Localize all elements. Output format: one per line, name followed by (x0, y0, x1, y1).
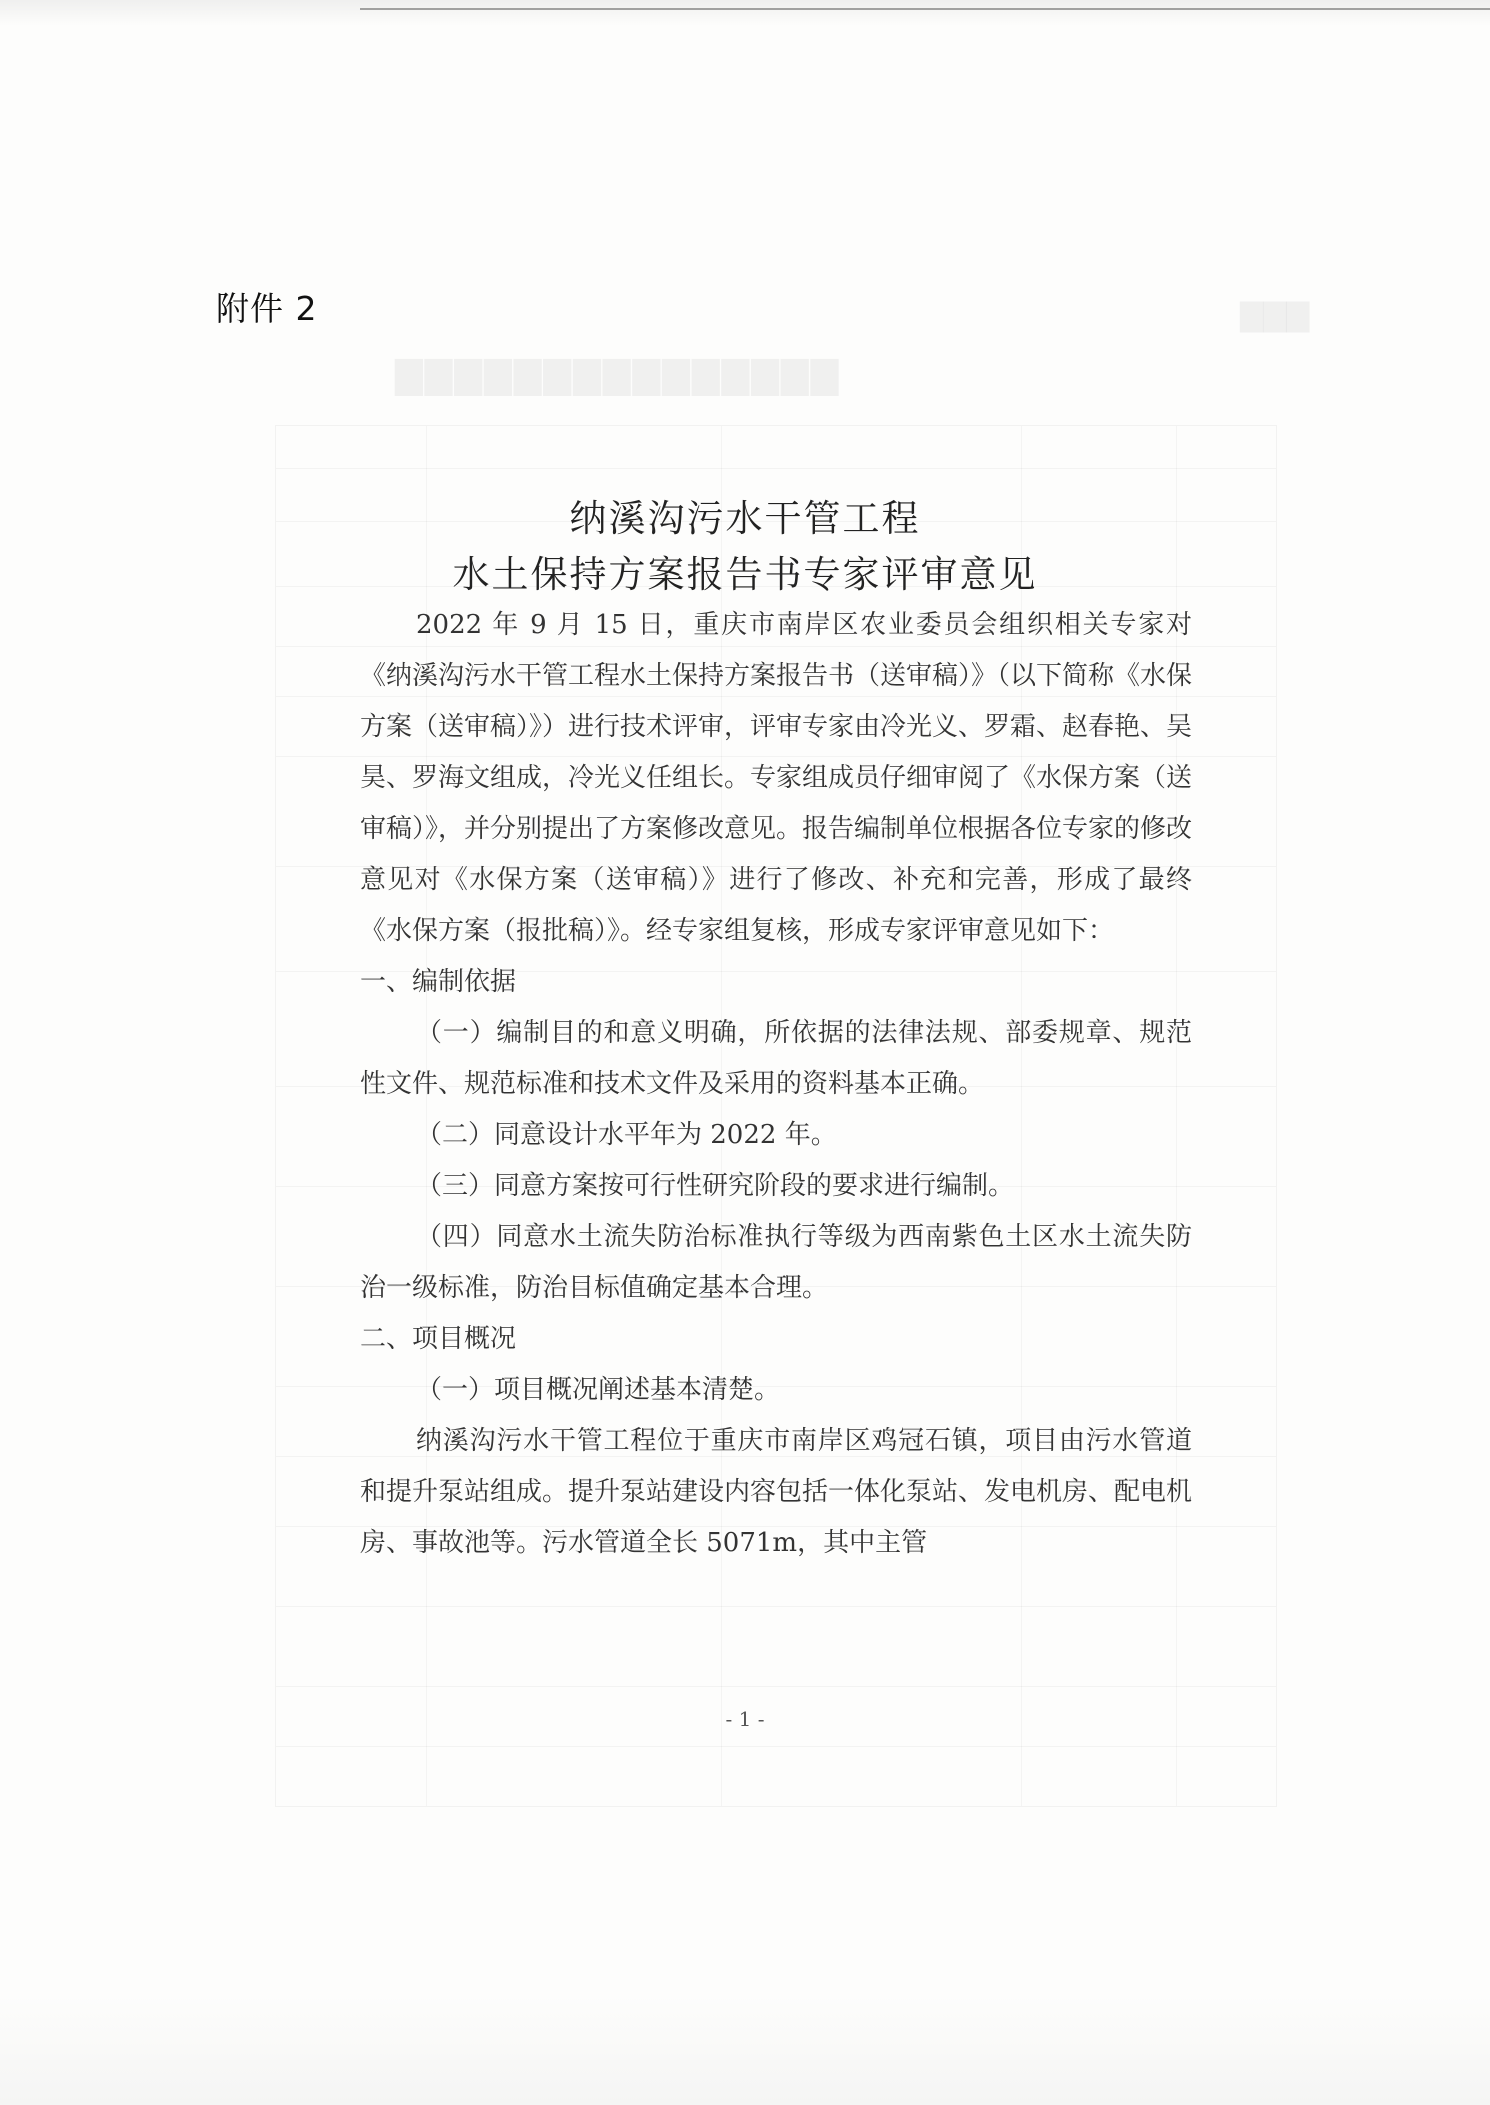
attachment-label: 附件 2 (216, 289, 318, 328)
document-body (360, 600, 1192, 1569)
basis-item-1: （一）编制目的和意义明确，所依据的法律法规、部委规章、规范性文件、规范标准和技术文件及采用的资料基本正确。 (360, 1018, 1192, 1099)
bleed-through-title: ▇▇▇▇▇▇▇▇▇▇▇▇▇▇▇ (395, 355, 841, 396)
bleed-through-attachment: ▇▇▇ (1240, 298, 1310, 333)
document-title-line-1: 纳溪沟污水干管工程 (569, 497, 921, 540)
basis-item-3: （三）同意方案按可行性研究阶段的要求进行编制。 (416, 1171, 1015, 1201)
scan-artifact-top (0, 0, 1490, 26)
scan-artifact-line (360, 8, 1490, 10)
basis-item-4: （四）同意水土流失防治标准执行等级为西南紫色土区水土流失防治一级标准，防治目标值确定基本合理。 (360, 1222, 1192, 1303)
section-heading-basis: 一、编制依据 (360, 967, 517, 997)
section-heading-overview: 二、项目概况 (360, 1324, 517, 1354)
document-title-line-2: 水土保持方案报告书专家评审意见 (452, 553, 1038, 596)
overview-item-1: （一）项目概况阐述基本清楚。 (416, 1375, 781, 1405)
scan-artifact-bottom (0, 1995, 1490, 2105)
intro-paragraph: 2022 年 9 月 15 日，重庆市南岸区农业委员会组织相关专家对《纳溪沟污水干管工程水土保持方案报告书（送审稿）》（以下简称《水保方案（送审稿）》）进行技术评审，评审专家由冷光义、罗霜、赵春艳、吴昊、罗海文组成，冷光义任组长。专家组成员仔细审阅了《水保方案（送审稿）》，并分别提出了方案修改意见。报告编制单位根据各位专家的修改意见对《水保方案（送审稿）》进行了修改、补充和完善，形成了最终《水保方案（报批稿）》。经专家组复核，形成专家评审意见如下： (360, 610, 1193, 946)
overview-paragraph: 纳溪沟污水干管工程位于重庆市南岸区鸡冠石镇，项目由污水管道和提升泵站组成。提升泵站建设内容包括一体化泵站、发电机房、配电机房、事故池等。污水管道全长 5071m，其中主管 (360, 1426, 1193, 1558)
basis-item-2: （二）同意设计水平年为 2022 年。 (416, 1120, 837, 1150)
page-number: - 1 - (725, 1707, 765, 1731)
